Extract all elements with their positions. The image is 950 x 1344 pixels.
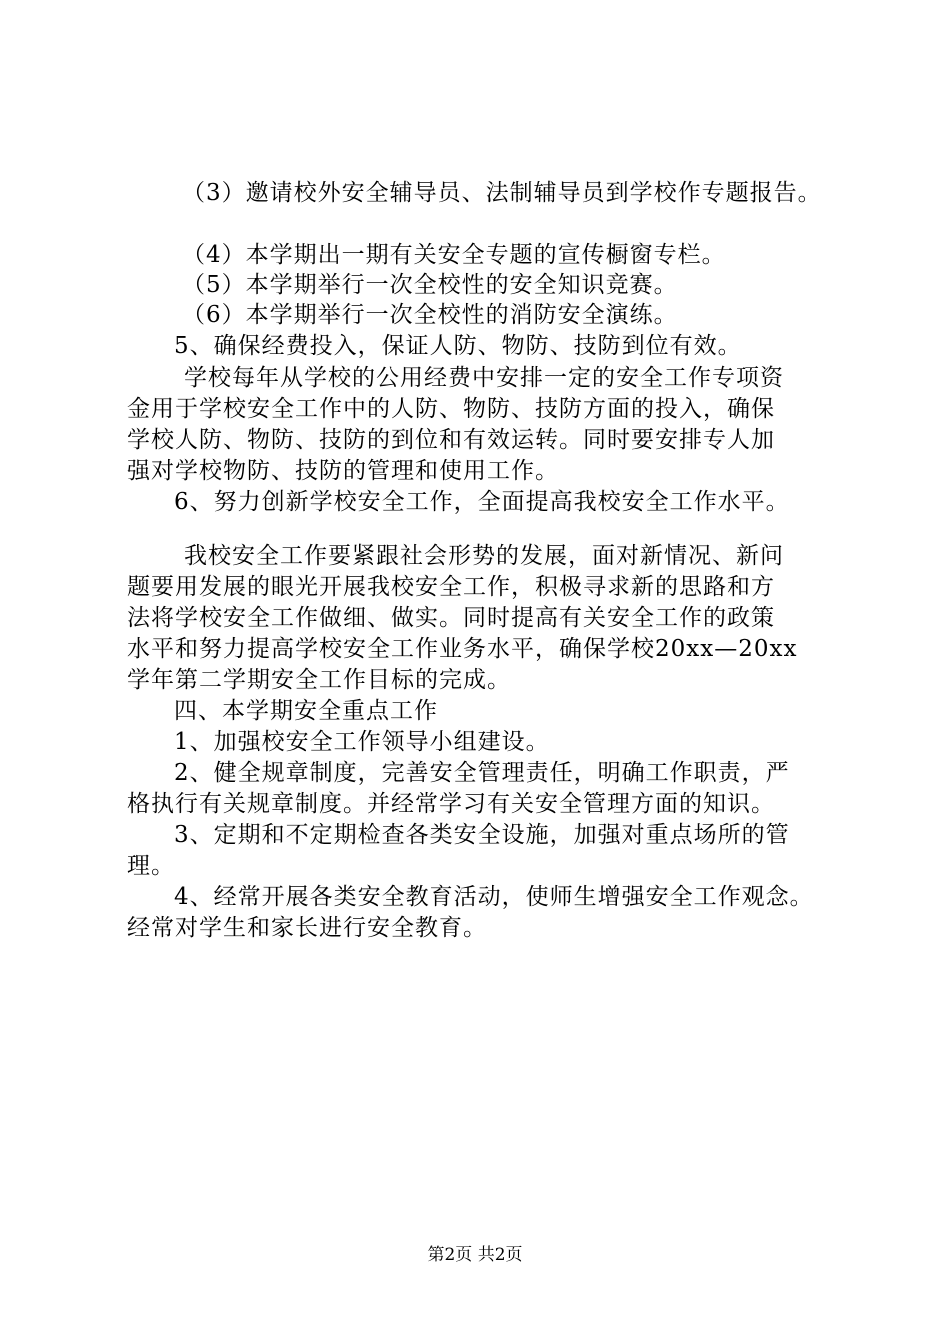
paragraph-line: （4）本学期出一期有关安全专题的宣传橱窗专栏。 (182, 242, 726, 268)
paragraph-line: （5）本学期举行一次全校性的安全知识竞赛。 (182, 272, 678, 298)
paragraph-line: （6）本学期举行一次全校性的消防安全演练。 (182, 302, 678, 328)
page-number-footer: 第2页 共2页 (427, 1245, 523, 1265)
paragraph-line: 5、确保经费投入，保证人防、物防、技防到位有效。 (174, 333, 742, 359)
paragraph-line: 学校人防、物防、技防的到位和有效运转。同时要安排专人加 (127, 427, 775, 453)
paragraph-line: 经常对学生和家长进行安全教育。 (127, 915, 487, 941)
paragraph-line: 我校安全工作要紧跟社会形势的发展，面对新情况、新问 (184, 543, 784, 569)
section-heading: 四、本学期安全重点工作 (174, 698, 438, 724)
paragraph-line: 学年第二学期安全工作目标的完成。 (127, 667, 511, 693)
paragraph-line: 4、经常开展各类安全教育活动，使师生增强安全工作观念。 (174, 884, 814, 910)
paragraph-line: 水平和努力提高学校安全工作业务水平，确保学校20xx—20xx (127, 636, 798, 662)
paragraph-line: 学校每年从学校的公用经费中安排一定的安全工作专项资 (184, 365, 784, 391)
paragraph-line: （3）邀请校外安全辅导员、法制辅导员到学校作专题报告。 (182, 180, 822, 206)
paragraph-line: 格执行有关规章制度。并经常学习有关安全管理方面的知识。 (127, 791, 775, 817)
paragraph-line: 强对学校物防、技防的管理和使用工作。 (127, 458, 559, 484)
paragraph-line: 3、定期和不定期检查各类安全设施，加强对重点场所的管 (174, 822, 790, 848)
paragraph-line: 6、努力创新学校安全工作，全面提高我校安全工作水平。 (174, 489, 790, 515)
paragraph-line: 1、加强校安全工作领导小组建设。 (174, 729, 550, 755)
paragraph-line: 金用于学校安全工作中的人防、物防、技防方面的投入，确保 (127, 396, 775, 422)
paragraph-line: 理。 (127, 853, 175, 879)
paragraph-line: 题要用发展的眼光开展我校安全工作，积极寻求新的思路和方 (127, 574, 775, 600)
paragraph-line: 法将学校安全工作做细、做实。同时提高有关安全工作的政策 (127, 605, 775, 631)
paragraph-line: 2、健全规章制度，完善安全管理责任，明确工作职责，严 (174, 760, 790, 786)
